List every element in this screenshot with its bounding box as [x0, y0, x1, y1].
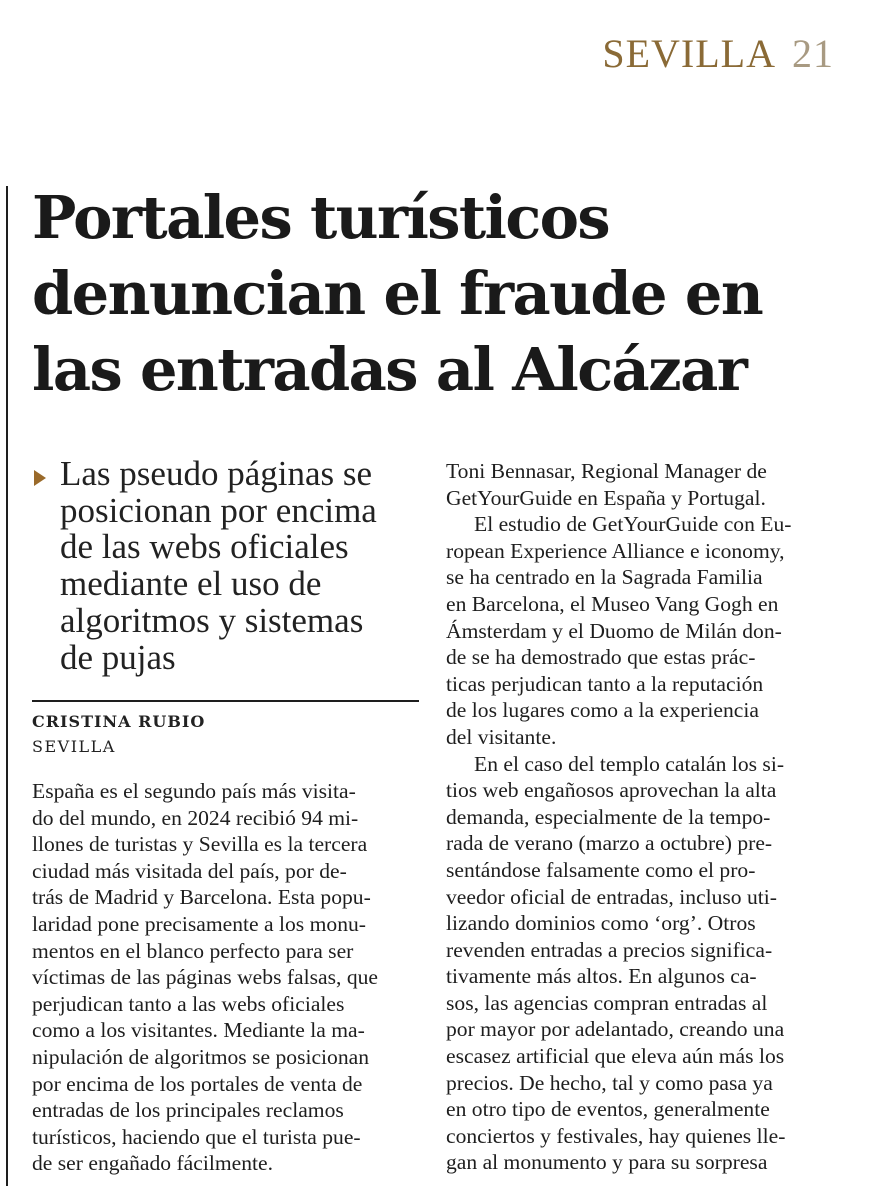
body-line: Ámsterdam y el Duomo de Milán don-	[446, 618, 782, 643]
body-line: de ser engañado fácilmente.	[32, 1151, 274, 1176]
body-line: se ha centrado en la Sagrada Familia	[446, 565, 763, 590]
body-line: mentos en el blanco perfecto para ser	[32, 938, 354, 963]
body-line: ciudad más visitada del país, por de-	[32, 858, 347, 883]
subheadline-text	[60, 456, 422, 676]
body-line: por encima de los portales de venta de	[32, 1071, 363, 1096]
byline-divider	[32, 700, 419, 702]
body-line: España es el segundo país más visita-	[32, 779, 356, 803]
headline-line: las entradas al Alcázar	[32, 335, 747, 404]
body-line: veedor oficial de entradas, incluso uti-	[446, 884, 777, 909]
body-line: en Barcelona, el Museo Vang Gogh en	[446, 591, 779, 616]
body-line: tivamente más altos. En algunos ca-	[446, 964, 757, 989]
body-line: perjudican tanto a las webs oficiales	[32, 991, 345, 1016]
subheadline-line: posicionan por encima	[60, 490, 377, 530]
body-column-right	[446, 458, 838, 1176]
body-line: do del mundo, en 2024 recibió 94 mi-	[32, 805, 359, 830]
body-line: en otro tipo de eventos, generalmente	[446, 1097, 770, 1122]
body-line: demanda, especialmente de la tempo-	[446, 804, 771, 829]
body-line: del visitante.	[446, 724, 557, 749]
headline	[32, 180, 852, 408]
body-line: por mayor por adelantado, creando una	[446, 1017, 785, 1042]
body-line: revenden entradas a precios significa-	[446, 937, 773, 962]
body-line: lizando dominios como ‘org’. Otros	[446, 911, 756, 936]
bullet-arrow-icon	[34, 470, 46, 486]
subheadline-line: de pujas	[60, 637, 176, 677]
subheadline-line: algoritmos y sistemas	[60, 600, 364, 640]
byline-author: CRISTINA RUBIO	[32, 712, 206, 731]
body-line: víctimas de las páginas webs falsas, que	[32, 965, 379, 990]
subheadline-line: de las webs oficiales	[60, 527, 349, 567]
page-number: 21	[792, 31, 834, 76]
byline-place: SEVILLA	[32, 737, 116, 756]
subheadline-line: mediante el uso de	[60, 564, 322, 604]
subheadline-line: Las pseudo páginas se	[60, 454, 373, 493]
body-line: de se ha demostrado que estas prác-	[446, 645, 756, 670]
body-line: precios. De hecho, tal y como pasa ya	[446, 1070, 773, 1095]
body-line: nipulación de algoritmos se posicionan	[32, 1044, 370, 1069]
body-line: El estudio de GetYourGuide con Eu-	[474, 512, 792, 537]
body-line: de los lugares como a la experiencia	[446, 698, 759, 723]
section-header	[602, 30, 834, 77]
body-line: conciertos y festivales, hay quienes lle-	[446, 1123, 786, 1148]
body-line: Toni Bennasar, Regional Manager de	[446, 459, 767, 483]
body-line: ropean Experience Alliance e iconomy,	[446, 538, 785, 563]
body-line: trás de Madrid y Barcelona. Esta popu-	[32, 885, 371, 910]
subheadline	[32, 456, 422, 676]
headline-line: Portales turísticos	[32, 183, 610, 252]
body-line: escasez artificial que eleva aún más los	[446, 1044, 785, 1069]
section-name: SEVILLA	[602, 31, 776, 76]
headline-line: denuncian el fraude en	[32, 259, 763, 328]
body-line: como a los visitantes. Mediante la ma-	[32, 1018, 365, 1043]
body-line: tios web engañosos aprovechan la alta	[446, 778, 777, 803]
body-line: En el caso del templo catalán los si-	[474, 751, 785, 776]
body-line: llones de turistas y Sevilla es la tercera	[32, 832, 368, 857]
body-line: ticas perjudican tanto a la reputación	[446, 671, 764, 696]
body-line: sos, las agencias compran entradas al	[446, 990, 768, 1015]
body-line: turísticos, haciendo que el turista pue-	[32, 1124, 361, 1149]
body-line: sentándose falsamente como el pro-	[446, 857, 756, 882]
body-column-left	[32, 778, 422, 1177]
body-line: laridad pone precisamente a los monu-	[32, 911, 366, 936]
body-line: entradas de los principales reclamos	[32, 1098, 344, 1123]
left-column-rule	[6, 186, 8, 1186]
body-line: rada de verano (marzo a octubre) pre-	[446, 831, 773, 856]
body-line: gan al monumento y para su sorpresa	[446, 1150, 768, 1175]
body-line: GetYourGuide en España y Portugal.	[446, 485, 766, 510]
